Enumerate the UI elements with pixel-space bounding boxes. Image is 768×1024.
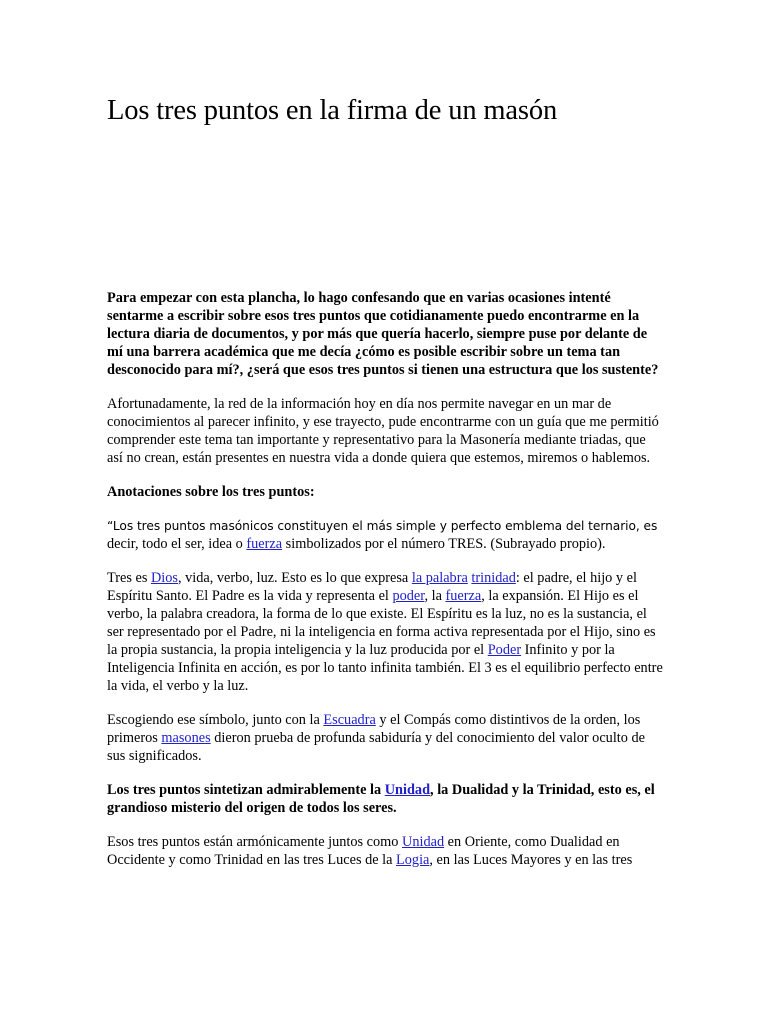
link-masones[interactable]: masones [161, 730, 211, 746]
text-span: , la [424, 588, 446, 604]
text-span: , en las Luces Mayores y en las tres [429, 852, 633, 868]
text-span: Esos tres puntos están armónicamente juntos como [107, 834, 403, 850]
text-span: Los tres puntos sintetizan admirablemente la [107, 782, 385, 798]
text-span: Escogiendo ese símbolo, junto con la [107, 712, 324, 728]
text-span: , la expansión. El Hijo es el verbo, la palabra creadora, la forma de lo que existe. El Espíritu es la luz, no es la sustancia, el ser representado por el Padre, ni la inteligencia en forma activa representada por el Hijo, sino es la propia sustancia, la propia inteligencia y la luz producida por el [107, 588, 656, 658]
text-span: , la Dualidad y la Trinidad, esto es, el grandioso misterio del origen de todos los seres. [107, 782, 655, 816]
paragraph-orient [107, 833, 663, 869]
link-fuerza-2[interactable]: fuerza [445, 588, 482, 604]
link-dios[interactable]: Dios [150, 570, 178, 586]
quote-lead-text: “Los tres puntos masónicos constituyen el más simple y perfecto emblema del ternario, es [107, 519, 658, 533]
section-heading: Anotaciones sobre los tres puntos: [107, 484, 315, 500]
paragraph-trinity [107, 569, 663, 695]
intro-paragraph: Para empezar con esta plancha, lo hago confesando que en varias ocasiones intenté sentarme a escribir sobre esos tres puntos que cotidianamente puedo encontrarme en la lectura diaria de documentos, y por más que quería hacerlo, siempre puse por delante de mí una barrera académica que me decía ¿cómo es posible escribir sobre un tema tan desconocido para mí?, ¿será que esos tres puntos si tienen una estructura que los sustente? [107, 290, 659, 378]
link-escuadra[interactable]: Escuadra [323, 712, 376, 728]
link-unidad-2[interactable]: Unidad [402, 834, 445, 850]
paragraph-2: Afortunadamente, la red de la información hoy en día nos permite navegar en un mar de conocimientos al parecer infinito, y ese trayecto, pude encontrarme con un guía que me permitió comprender este tema tan importante y representativo para la Masonería mediante triadas, que así no crean, están presentes en nuestra vida a donde quiera que estemos, miremos o hablemos. [107, 396, 659, 466]
link-trinidad[interactable]: trinidad [471, 570, 516, 586]
text-span: decir, todo el ser, idea o [107, 536, 247, 552]
link-fuerza[interactable]: fuerza [246, 536, 283, 552]
text-span: en Oriente, como Dualidad en Occidente y como Trinidad en las tres Luces de la [107, 834, 620, 868]
text-span: : el padre, el hijo y el Espíritu Santo. El Padre es la vida y representa el [107, 570, 637, 604]
paragraph-unity [107, 781, 663, 817]
text-span: dieron prueba de profunda sabiduría y del conocimiento del valor oculto de sus significados. [107, 730, 645, 764]
link-poder[interactable]: poder [392, 588, 425, 604]
quote-paragraph [107, 517, 663, 553]
text-span: , vida, verbo, luz. Esto es lo que expresa [177, 570, 412, 586]
link-poder-2[interactable]: Poder [487, 642, 522, 658]
link-la-palabra[interactable]: la palabra [411, 570, 468, 586]
text-span: Infinito y por la Inteligencia Infinita en acción, es por lo tanto infinita también. El 3 es el equilibrio perfecto entre la vida, el verbo y la luz. [107, 642, 663, 694]
text-span: Tres es [107, 570, 151, 586]
text-span: simbolizados por el número TRES. (Subrayado propio). [282, 536, 606, 552]
paragraph-symbol [107, 711, 663, 765]
link-logia[interactable]: Logia [396, 852, 430, 868]
page-title: Los tres puntos en la firma de un masón [107, 95, 558, 126]
link-unidad[interactable]: Unidad [384, 782, 431, 798]
document-body [107, 289, 663, 885]
text-span: y el Compás como distintivos de la orden, los primeros [107, 712, 641, 746]
